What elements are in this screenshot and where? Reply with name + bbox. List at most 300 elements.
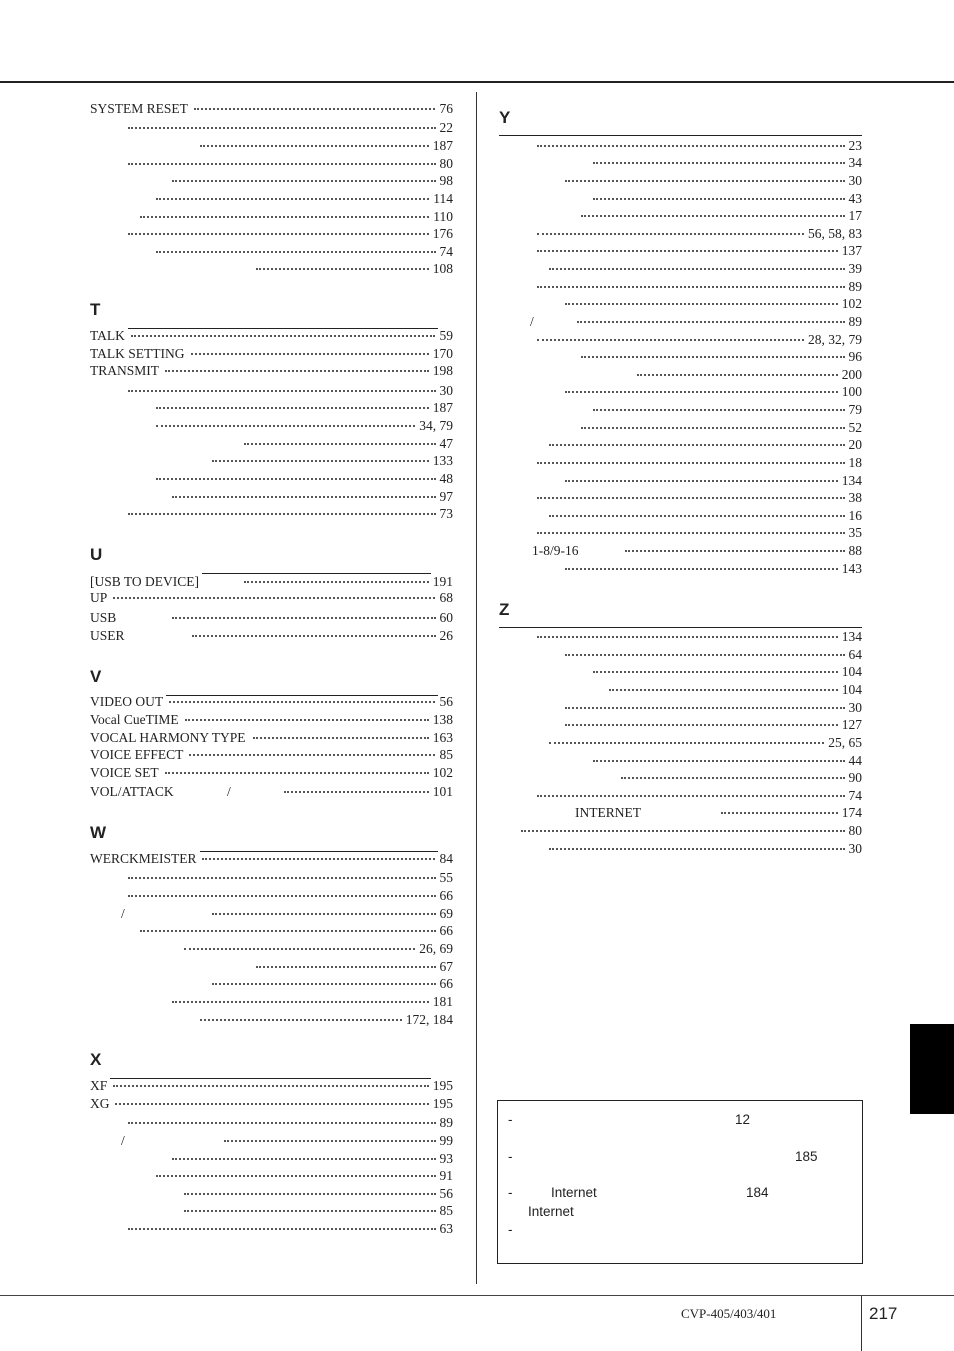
dot-leader [537,795,845,797]
bottom-rule [0,1295,954,1296]
index-entry [499,401,862,419]
entry-page-ref: 67 [439,959,453,974]
dot-leader [537,497,845,499]
entry-page-ref: 91 [439,1168,453,1183]
index-entry [499,646,862,664]
section-heading: U [90,545,103,564]
index-entry [90,975,453,993]
dot-leader [165,370,429,372]
index-entry [499,348,862,366]
index-entry [499,804,862,822]
index-entry [499,331,862,349]
entry-page-ref: 22 [439,120,453,135]
entry-page-ref: 88 [848,543,862,558]
dot-leader [565,654,845,656]
entry-term: XF [90,1077,110,1095]
dot-leader [184,948,415,950]
dot-leader [224,1140,436,1142]
entry-page-ref: 176 [432,226,453,241]
entry-page-ref: 60 [439,610,453,625]
entry-page-ref: 143 [841,561,862,576]
entry-term: TRANSMIT [90,362,162,380]
entry-term: Vocal CueTIME [90,711,182,729]
index-entry [499,752,862,770]
index-entry [499,154,862,172]
entry-page-ref: 55 [439,870,453,885]
index-entry [90,137,453,155]
dot-leader [128,390,436,392]
section-heading: X [90,1050,102,1069]
dot-leader [593,760,845,762]
note-text: - [508,1149,513,1164]
entry-page-ref: 84 [439,851,453,866]
index-entry [90,470,453,488]
entry-page-ref: 44 [848,753,862,768]
index-entry [90,505,453,523]
entry-page-ref: 69 [439,906,453,921]
entry-term: VOL/ATTACK [90,783,177,801]
index-entry [499,260,862,278]
entry-page-ref: 73 [439,506,453,521]
section-heading: V [90,667,102,686]
dot-leader [172,1001,429,1003]
dot-leader [192,635,436,637]
index-entry [90,1220,453,1238]
index-entry [90,1167,453,1185]
dot-leader [537,532,845,534]
index-entry [90,100,453,118]
dot-leader [565,180,845,182]
dot-leader [565,303,838,305]
index-entry [499,699,862,717]
footer-divider [861,1296,862,1351]
dot-leader [156,1175,436,1177]
entry-page-ref: 191 [432,574,453,589]
entry-page-ref: 99 [439,1133,453,1148]
entry-page-ref: 187 [432,400,453,415]
dot-leader [200,145,429,147]
index-entry [90,243,453,261]
entry-page-ref: 52 [848,420,862,435]
index-entry [499,225,862,243]
dot-leader [256,268,429,270]
note-text: 184 [746,1185,769,1200]
entry-page-ref: 98 [439,173,453,188]
index-entry [90,327,453,345]
index-entry [499,242,862,260]
index-entry [499,207,862,225]
note-text: - [508,1185,513,1200]
dot-leader [577,321,845,323]
index-entry [90,260,453,278]
dot-leader [537,462,845,464]
dot-leader [637,374,838,376]
entry-term: [USB TO DEVICE] [90,573,202,591]
entry-page-ref: 108 [432,261,453,276]
dot-leader [185,719,429,721]
index-entry [90,190,453,208]
entry-page-ref: 17 [848,208,862,223]
dot-leader [549,515,845,517]
dot-leader [593,671,838,673]
index-entry [90,1011,453,1029]
dot-leader [191,353,429,355]
index-entry [90,922,453,940]
entry-page-ref: 25, 65 [828,735,862,750]
entry-page-ref: 66 [439,888,453,903]
entry-page-ref: 200 [841,367,862,382]
entry-page-ref: 195 [432,1096,453,1111]
entry-page-ref: 47 [439,436,453,451]
index-entry [90,119,453,137]
entry-page-ref: 30 [848,841,862,856]
index-entry [90,589,453,607]
dot-leader [593,162,845,164]
entry-page-ref: 76 [439,101,453,116]
entry-term: USB [90,609,119,627]
index-entry [90,1077,453,1095]
entry-page-ref: 163 [432,730,453,745]
entry-page-ref: 43 [848,191,862,206]
dot-leader [169,701,435,703]
index-entry [90,887,453,905]
dot-leader [621,777,845,779]
entry-page-ref: 64 [848,647,862,662]
entry-page-ref: 89 [848,279,862,294]
entry-separator: / [121,1132,128,1150]
entry-page-ref: 133 [432,453,453,468]
index-entry [90,452,453,470]
entry-page-ref: 90 [848,770,862,785]
index-entry [499,663,862,681]
index-entry [90,693,453,711]
entry-page-ref: 66 [439,976,453,991]
index-entry [90,362,453,380]
index-entry [499,769,862,787]
dot-leader [156,425,415,427]
dot-leader [256,966,436,968]
notes-box [497,1100,863,1264]
entry-page-ref: 181 [432,994,453,1009]
dot-leader [565,707,845,709]
index-entry [499,172,862,190]
entry-page-ref: 38 [848,490,862,505]
index-entry [90,729,453,747]
entry-page-ref: 74 [848,788,862,803]
entry-page-ref: 26, 69 [419,941,453,956]
entry-page-ref: 34 [848,155,862,170]
entry-page-ref: 102 [432,765,453,780]
entry-page-ref: 96 [848,349,862,364]
dot-leader [537,339,804,341]
entry-term: TALK SETTING [90,345,188,363]
dot-leader [244,581,429,583]
entry-term: VOICE SET [90,764,162,782]
section-heading: W [90,823,107,842]
dot-leader [156,198,429,200]
entry-page-ref: 39 [848,261,862,276]
index-entry [90,958,453,976]
entry-page-ref: 187 [432,138,453,153]
dot-leader [113,1085,428,1087]
dot-leader [165,772,429,774]
index-entry [90,1095,453,1113]
entry-term: TALK [90,327,128,345]
entry-page-ref: 56 [439,694,453,709]
entry-page-ref: 93 [439,1151,453,1166]
dot-leader [581,356,845,358]
dot-leader [172,180,436,182]
index-entry [499,628,862,646]
entry-page-ref: 85 [439,747,453,762]
index-entry [90,609,453,627]
entry-page-ref: 134 [841,629,862,644]
index-entry [90,940,453,958]
dot-leader [140,930,436,932]
index-entry [499,366,862,384]
entry-term: UP [90,589,110,607]
entry-term: VIDEO OUT [90,693,166,711]
index-entry [90,345,453,363]
dot-leader [549,444,845,446]
dot-leader [537,286,845,288]
dot-leader [128,1122,436,1124]
entry-page-ref: 174 [841,805,862,820]
dot-leader [113,597,435,599]
dot-leader [565,480,838,482]
entry-page-ref: 85 [439,1203,453,1218]
entry-term: USER [90,627,128,645]
page-number: 217 [869,1304,898,1323]
entry-page-ref: 28, 32, 79 [808,332,862,347]
entry-page-ref: 134 [841,473,862,488]
entry-page-ref: 16 [848,508,862,523]
dot-leader [115,1103,428,1105]
index-entry [499,681,862,699]
index-entry [90,850,453,868]
index-entry [90,783,453,801]
entry-page-ref: 26 [439,628,453,643]
index-entry [90,1185,453,1203]
entry-page-ref: 18 [848,455,862,470]
dot-leader [172,496,436,498]
dot-leader [128,1228,436,1230]
entry-separator: / [227,783,234,801]
section-heading: Y [499,108,511,127]
entry-separator: / [530,313,537,331]
index-entry [90,382,453,400]
index-entry [499,822,862,840]
index-entry [499,472,862,490]
column-divider [476,92,477,1284]
note-text: 12 [735,1112,751,1127]
dot-leader [128,127,436,129]
dot-leader [244,443,436,445]
model-name: CVP-405/403/401 [681,1306,777,1321]
index-entry [90,1114,453,1132]
dot-leader [581,215,845,217]
dot-leader [194,108,436,110]
entry-page-ref: 63 [439,1221,453,1236]
index-entry [90,711,453,729]
entry-page-ref: 30 [848,700,862,715]
dot-leader [565,391,838,393]
index-entry [499,787,862,805]
note-text: - [508,1112,513,1127]
dot-leader [549,268,845,270]
section-heading: T [90,300,101,319]
index-entry [499,542,862,560]
entry-separator: / [121,905,128,923]
entry-page-ref: 48 [439,471,453,486]
index-entry [499,560,862,578]
index-entry [499,489,862,507]
dot-leader [212,913,436,915]
entry-page-ref: 66 [439,923,453,938]
index-entry [90,993,453,1011]
dot-leader [140,216,429,218]
index-entry [499,419,862,437]
entry-term-prefix: 1-8/9-16 [532,542,582,560]
dot-leader [156,251,436,253]
entry-page-ref: 20 [848,437,862,452]
entry-page-ref: 59 [439,328,453,343]
entry-page-ref: 127 [841,717,862,732]
dot-leader [253,737,429,739]
index-entry [499,313,862,331]
entry-page-ref: 89 [439,1115,453,1130]
dot-leader [128,513,436,515]
index-entry [90,399,453,417]
section-heading: Z [499,600,510,619]
entry-page-ref: 79 [848,402,862,417]
entry-page-ref: 80 [848,823,862,838]
entry-page-ref: 100 [841,384,862,399]
index-entry [90,1150,453,1168]
entry-page-ref: 68 [439,590,453,605]
index-entry [90,905,453,923]
index-entry [499,734,862,752]
index-entry [499,137,862,155]
entry-page-ref: 74 [439,244,453,259]
entry-page-ref: 34, 79 [419,418,453,433]
dot-leader [156,407,429,409]
index-entry [90,225,453,243]
entry-page-ref: 137 [841,243,862,258]
entry-term: SYSTEM RESET [90,100,191,118]
entry-page-ref: 80 [439,156,453,171]
dot-leader [202,858,435,860]
dot-leader [212,983,436,985]
index-entry [499,295,862,313]
index-entry [90,417,453,435]
index-entry [499,383,862,401]
dot-leader [721,812,838,814]
note-text: 185 [795,1149,818,1164]
dot-leader [537,233,804,235]
entry-page-ref: 110 [433,209,453,224]
dot-leader [131,335,436,337]
entry-term: VOICE EFFECT [90,746,186,764]
entry-page-ref: 104 [841,664,862,679]
entry-term: VOCAL HARMONY TYPE [90,729,249,747]
entry-page-ref: 89 [848,314,862,329]
entry-page-ref: 195 [432,1078,453,1093]
dot-leader [128,163,436,165]
index-entry [90,155,453,173]
dot-leader [537,250,838,252]
dot-leader [184,1193,436,1195]
dot-leader [549,742,824,744]
entry-page-ref: 23 [848,138,862,153]
dot-leader [581,427,845,429]
dot-leader [128,233,429,235]
dot-leader [609,689,838,691]
entry-page-ref: 35 [848,525,862,540]
entry-page-ref: 97 [439,489,453,504]
note-text: Internet [551,1185,597,1200]
index-entry [90,627,453,645]
index-entry [499,507,862,525]
dot-leader [549,848,845,850]
index-entry [499,716,862,734]
dot-leader [593,198,845,200]
dot-leader [189,754,435,756]
entry-term: XG [90,1095,113,1113]
note-text: - [508,1222,513,1237]
entry-page-ref: 198 [432,363,453,378]
index-entry [499,840,862,858]
entry-page-ref: 102 [841,296,862,311]
dot-leader [156,478,436,480]
dot-leader [172,1158,436,1160]
dot-leader [537,636,838,638]
index-entry [90,208,453,226]
index-entry [499,278,862,296]
index-entry [90,1132,453,1150]
dot-leader [537,145,845,147]
index-entry [90,764,453,782]
index-entry [90,869,453,887]
index-entry [90,1202,453,1220]
entry-page-ref: 170 [432,346,453,361]
entry-page-ref: 30 [439,383,453,398]
entry-page-ref: 104 [841,682,862,697]
entry-page-ref: 114 [433,191,453,206]
entry-page-ref: 138 [432,712,453,727]
index-entry [499,454,862,472]
index-entry [90,746,453,764]
index-entry [499,190,862,208]
index-entry [90,435,453,453]
dot-leader [565,724,838,726]
index-entry [499,524,862,542]
dot-leader [184,1210,436,1212]
entry-term: WERCKMEISTER [90,850,200,868]
dot-leader [128,877,436,879]
dot-leader [128,895,436,897]
entry-page-ref: 172, 184 [405,1012,453,1027]
dot-leader [212,460,429,462]
dot-leader [284,791,429,793]
entry-page-ref: 30 [848,173,862,188]
entry-page-ref: 56 [439,1186,453,1201]
dot-leader [172,617,436,619]
index-entry [90,172,453,190]
entry-term-prefix: INTERNET [575,804,644,822]
section-rule [499,135,862,136]
note-text: Internet [528,1204,574,1219]
